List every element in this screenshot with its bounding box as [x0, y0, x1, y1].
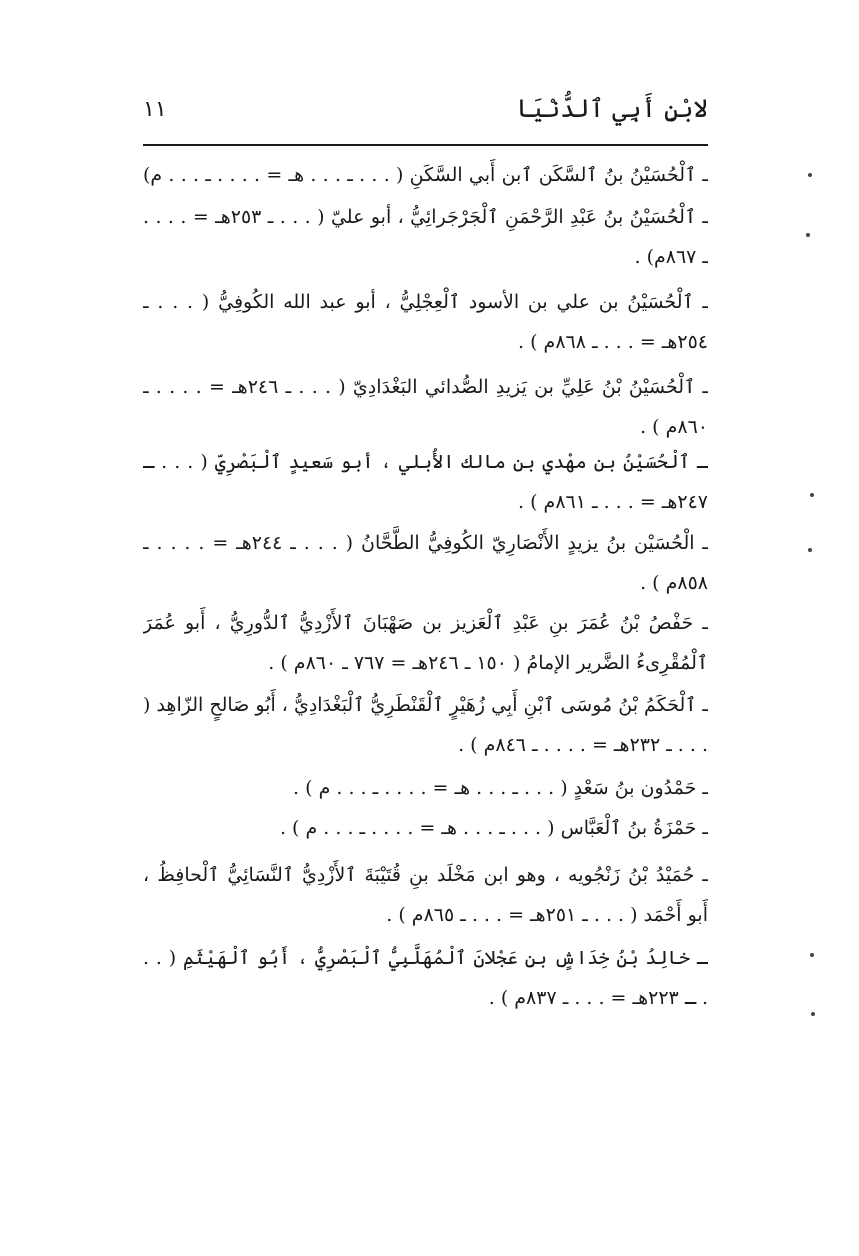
entry-11: ـ حُمَيْدُ بْنُ زَنْجُويه ، وهو ابن مَخْلَد بنِ قُتَيْبَةَ ٱلأَزْدِيُّ ٱلنَّسَائِيُّ ٱلْحافِظُ ، أَبو أَحْمَد ( . . . ـ ٢٥١هـ = . . . ـ ٨٦٥م ) . [143, 864, 708, 926]
margin-mark [810, 493, 814, 497]
entry-7: ـ حَفْصُ بْنُ عُمَرَ بنِ عَبْدِ ٱلْعَزيز بن صَهْبَانَ ٱلأَزْدِيُّ ٱلدُّورِيُّ ، أَبو عُمَرَ ٱلْمُقْرِىءُ الضَّرير الإمامُ ( ١٥٠ ـ ٢٤٦هـ = ٧٦٧ ـ ٨٦٠م ) . [143, 612, 708, 674]
entry-10: ـ حَمْزَةُ بنُ ٱلْعَبَّاس ( . . . ـ . . . هـ = . . . . ـ . . . م ) . [279, 817, 708, 839]
entry-8: ـ ٱلْحَكَمُ بْنُ مُوسَى ٱبْنِ أَبِي زُهَيْرٍ ٱلْقَنْطَرِيُّ ٱلْبَغْدَادِيُّ ، أَبُو صَالحٍ الزّاهِد ( . . . ـ ٢٣٢هـ = . . . . ـ ٨٤٦م ) . [143, 694, 708, 756]
page-number: ١١ [143, 97, 167, 122]
margin-mark [808, 173, 812, 177]
entry-12: ـ خالِدُ بْنُ خِدَاشٍ بنِ عَجْلانَ ٱلْمُهَلَّبِيُّ ٱلْبَصْرِيُّ ، أَبُو ٱلْهَيْثَمِ ( . . . ـ ٢٢٣هـ = . . . ـ ٨٣٧م ) . [143, 947, 708, 1009]
header-rule [143, 144, 708, 146]
entry-9: ـ حَمْدُون بنُ سَعْدٍ ( . . . ـ . . . هـ = . . . . ـ . . . م ) . [293, 777, 708, 799]
entry-4: ـ ٱلْحُسَيْنُ بْنُ عَلِيِّ بن يَزيدِ الصُّدائي البَغْدَادِيّ ( . . . ـ ٢٤٦هـ = . . . . ـ ٨٦٠م ) . [143, 376, 708, 438]
margin-mark [810, 953, 814, 957]
page-header [143, 88, 708, 134]
entry-1: ـ ٱلْحُسَيْنُ بنُ ٱلسَّكَن ٱبن أَبي السَّكَنِ ( . . . ـ . . . هـ = . . . . ـ . . . م) [143, 164, 708, 186]
running-title: لابْنِ أَبِي ٱلدُّنْيَا [516, 94, 708, 123]
entry-3: ـ ٱلْحُسَيْنُ بن علي بن الأسود ٱلْعِجْلِيُّ ، أبو عبد الله الكُوفِيُّ ( . . . ـ ٢٥٤هـ = . . . ـ ٨٦٨م ) . [143, 291, 708, 353]
margin-mark [806, 233, 810, 237]
margin-mark [811, 1012, 815, 1016]
entry-6: ـ الْحُسَيْن بنُ يزيدٍ الأَنْصَارِيّ الكُوفِيُّ الطَّحَّانُ ( . . . ـ ٢٤٤هـ = . . . . ـ ٨٥٨م ) . [143, 532, 708, 594]
margin-mark [808, 548, 812, 552]
entry-2: ـ ٱلْحُسَيْنُ بنُ عَبْدِ الرَّحْمَنِ ٱلْجَرْجَرائِيُّ ، أبو عليّ ( . . . ـ ٢٥٣هـ = . . . . ـ ٨٦٧م) . [143, 206, 708, 268]
entry-5: ـ ٱلْحُسَيْنُ بن مهْدي بن مالك الأُبلي ، أبو سَعيدٍ ٱلْبَصْرِيّ ( . . . ـ ٢٤٧هـ = . . . ـ ٨٦١م ) . [143, 451, 708, 513]
